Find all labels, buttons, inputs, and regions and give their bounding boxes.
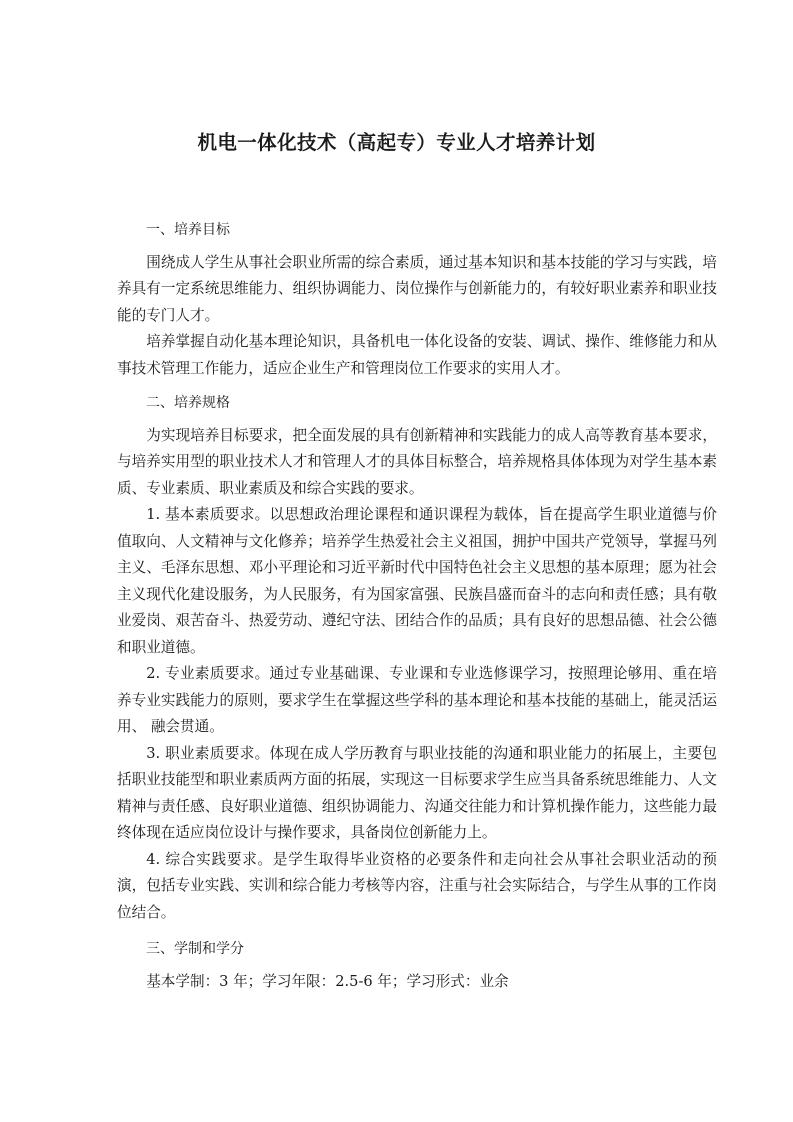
section-heading-goal: 一、培养目标 [146, 222, 230, 238]
paragraph: 培养掌握自动化基本理论知识，具备机电一体化设备的安装、调试、操作、维修能力和从事技术管理工作能力，适应企业生产和管理岗位工作要求的实用人才。 [117, 333, 717, 377]
paragraph: 为实现培养目标要求，把全面发展的具有创新精神和实践能力的成人高等教育基本要求，与培养实用型的职业技术人才和管理人才的具体目标整合，培养规格具体体现为对学生基本素质、专业素质、职业素质及和综合实践的要求。 [117, 426, 717, 497]
document-title: 机电一体化技术（高起专）专业人才培养计划 [197, 131, 596, 154]
section-heading-spec: 二、培养规格 [146, 395, 230, 411]
paragraph: 2. 专业素质要求。通过专业基础课、专业课和专业选修课学习，按照理论够用、重在培养专业实践能力的原则，要求学生在掌握这些学科的基本理论和基本技能的基础上，能灵活运用、 融会贯通。 [117, 665, 717, 735]
document-body [117, 217, 717, 995]
paragraph: 1. 基本素质要求。以思想政治理论课程和通识课程为载体，旨在提高学生职业道德与价值取向、人文精神与文化修养；培养学生热爱社会主义祖国，拥护中国共产党领导，掌握马列主义、毛泽东思想、邓小平理论和习近平新时代中国特色社会主义思想的基本原理；愿为社会主义现代化建设服务，为人民服务，有为国家富强、民族昌盛而奋斗的志向和责任感；具有敬业爱岗、艰苦奋斗、热爱劳动、遵纪守法、团结合作的品质；具有良好的思想品德、社会公德和职业道德。 [117, 506, 717, 656]
paragraph: 3. 职业素质要求。体现在成人学历教育与职业技能的沟通和职业能力的拓展上，主要包括职业技能型和职业素质两方面的拓展，实现这一目标要求学生应当具备系统思维能力、人文精神与责任感、良好职业道德、组织协调能力、沟通交往能力和计算机操作能力，这些能力最终体现在适应岗位设计与操作要求，具备岗位创新能力上。 [117, 744, 717, 841]
paragraph: 围绕成人学生从事社会职业所需的综合素质，通过基本知识和基本技能的学习与实践，培养具有一定系统思维能力、组织协调能力、岗位操作与创新能力的，有较好职业素养和职业技能的专门人才。 [117, 253, 717, 324]
paragraph: 基本学制：3 年；学习年限：2.5-6 年；学习形式：业余 [146, 972, 509, 990]
paragraph: 4. 综合实践要求。是学生取得毕业资格的必要条件和走向社会从事社会职业活动的预演，包括专业实践、实训和综合能力考核等内容，注重与社会实际结合，与学生从事的工作岗位结合。 [117, 850, 717, 921]
section-heading-system: 三、学制和学分 [146, 941, 244, 957]
